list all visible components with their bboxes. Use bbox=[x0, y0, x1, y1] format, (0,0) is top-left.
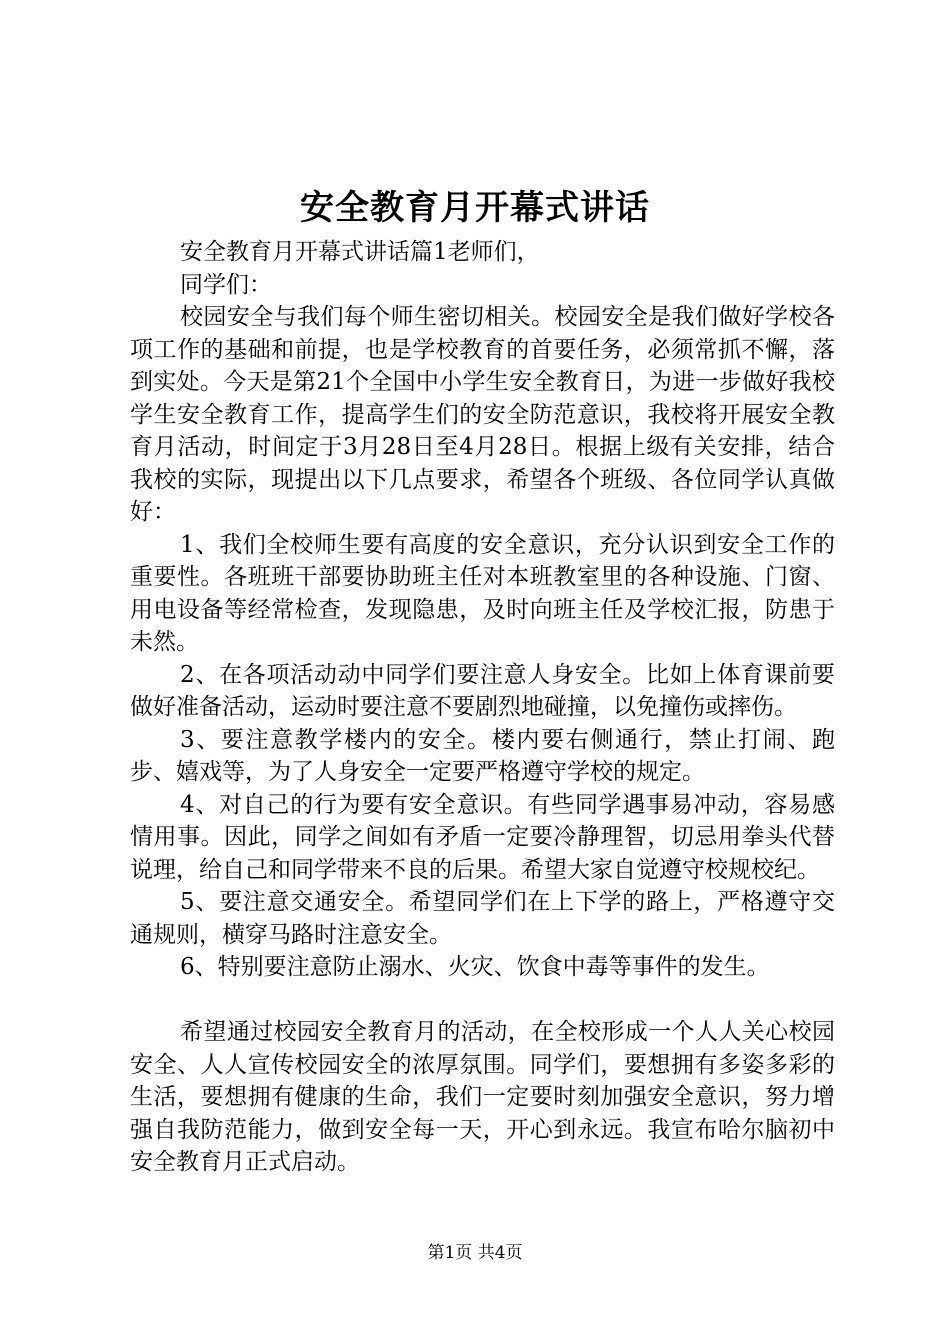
closing-paragraph: 希望通过校园安全教育月的活动，在全校形成一个人人关心校园安全、人人宣传校园安全的浓厚氛围。同学们，要想拥有多姿多彩的生活，要想拥有健康的生命，我们一定要时刻加强安全意识，努力增强自我防范能力，做到安全每一天，开心到永远。我宣布哈尔脑初中安全教育月正式启动。 bbox=[130, 1019, 835, 1175]
requirement-item: 1、我们全校师生要有高度的安全意识，充分认识到安全工作的重要性。各班班干部要协助班主任对本班教室里的各种设施、门窗、用电设备等经常检查，发现隐患，及时向班主任及学校汇报，防患于未然。 bbox=[130, 531, 835, 655]
requirement-item: 5、要注意交通安全。希望同学们在上下学的路上，严格遵守交通规则，横穿马路时注意安全。 bbox=[130, 889, 835, 948]
document-title: 安全教育月开幕式讲话 bbox=[300, 188, 650, 228]
paragraph-spacer bbox=[130, 984, 835, 1017]
greeting-line: 安全教育月开幕式讲话篇1老师们， bbox=[180, 239, 540, 265]
requirement-item: 6、特别要注意防止溺水、火灾、饮食中毒等事件的发生。 bbox=[180, 954, 770, 980]
requirement-item: 2、在各项活动动中同学们要注意人身安全。比如上体育课前要做好准备活动，运动时要注意不要剧烈地碰撞，以免撞伤或摔伤。 bbox=[130, 661, 835, 720]
greeting-line: 同学们： bbox=[180, 271, 272, 298]
page-number: 第1页 共4页 bbox=[427, 1243, 523, 1263]
document-body bbox=[130, 236, 835, 1179]
intro-paragraph: 校园安全与我们每个师生密切相关。校园安全是我们做好学校各项工作的基础和前提，也是学校教育的首要任务，必须常抓不懈，落到实处。今天是第21个全国中小学生安全教育日，为进一步做好我校学生安全教育工作，提高学生们的安全防范意识，我校将开展安全教育月活动，时间定于3月28日至4月28日。根据上级有关安排，结合我校的实际，现提出以下几点要求，希望各个班级、各位同学认真做好： bbox=[130, 304, 835, 525]
requirement-item: 3、要注意教学楼内的安全。楼内要右侧通行，禁止打闹、跑步、嬉戏等，为了人身安全一定要严格遵守学校的规定。 bbox=[130, 726, 835, 785]
requirement-item: 4、对自己的行为要有安全意识。有些同学遇事易冲动，容易感情用事。因此，同学之间如有矛盾一定要冷静理智，切忌用拳头代替说理，给自己和同学带来不良的后果。希望大家自觉遵守校规校纪。 bbox=[130, 791, 835, 883]
